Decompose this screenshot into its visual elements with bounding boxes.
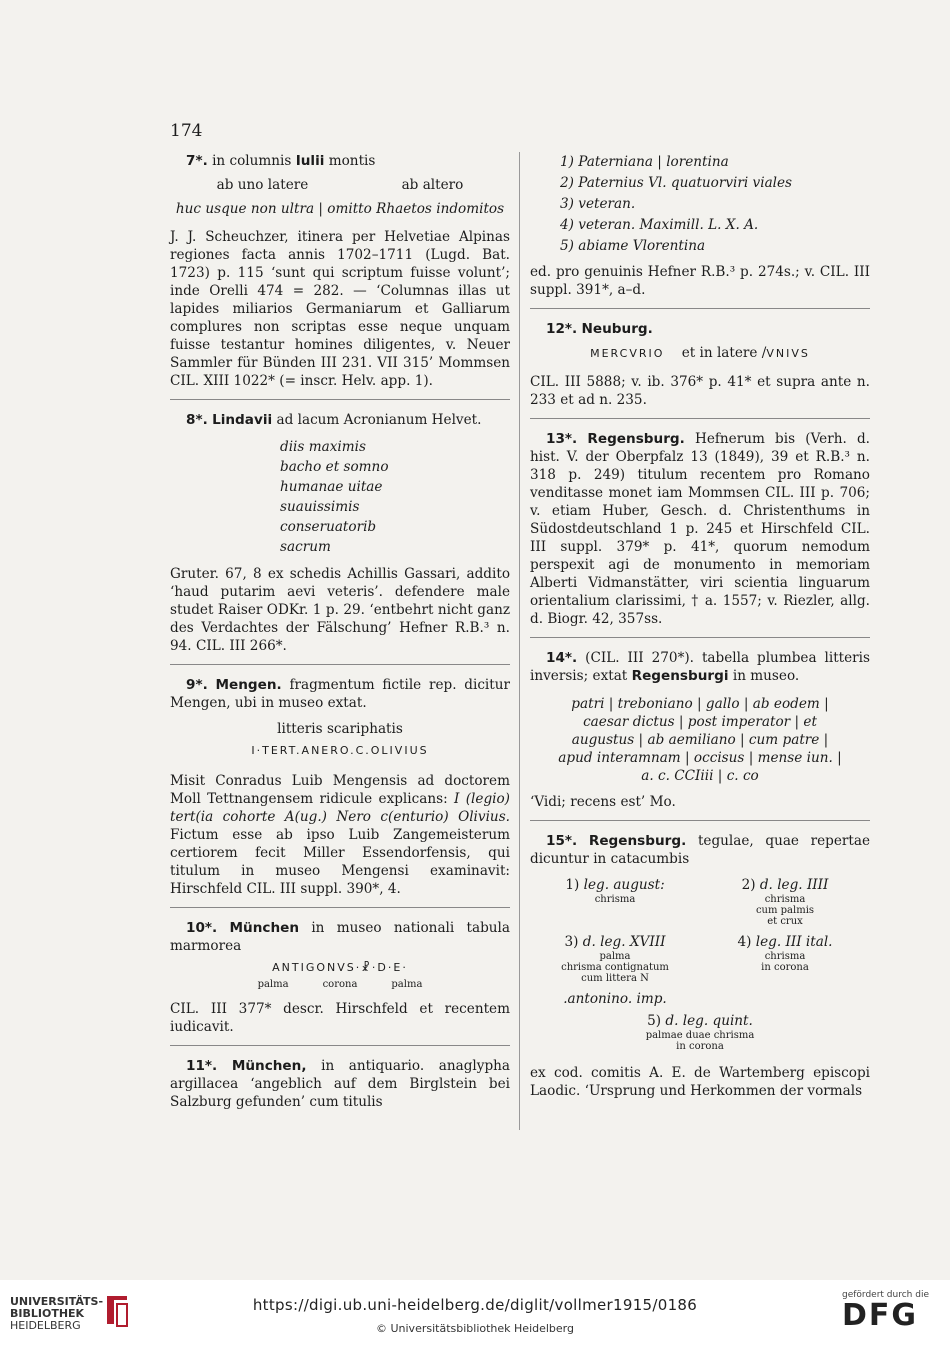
- tegula-item: 1) leg. august: chrisma: [565, 877, 665, 905]
- divider: [530, 308, 870, 309]
- entry-13: 13*. Regensburg. Hefnerum bis (Verh. d. hist. V. der Oberpfalz 13 (1849), 39 et R.B.³ n. 318 p. 249) titulum recentem pro Romano venditasse monet iam Mommsen CIL. III p. 706; v. etiam Huber, Gesch. d. Christenthums in Südostdeutschland 1 p. 245 et Hirschfeld CIL. III suppl. 379* p. 41*, quorum nemodum perspexit agi de monumento in memoriam Alberti Vidmanstätter, viri scientia linguarum orientalium clarissimi, † a. 1557; v. Riezler, allg. d. Biogr. 42, 357ss.: [530, 431, 870, 627]
- inscription: ANTIGONVS·☧·D·E·: [272, 961, 408, 974]
- dfg-logo[interactable]: gefördert durch die DFG: [842, 1290, 929, 1333]
- entry-14: 14*. (CIL. III 270*). tabella plumbea litteris inversis; extat Regensburgi in museo. patri | treboniano | gallo | ab eodem | caesar dictus | post imperator | et augustus | ab aemiliano | cum patre | apud interamnam | occisus | mense iun. | a. c. CCIiii | c. co ‘Vidi; recens est’ Mo.: [530, 650, 871, 810]
- entry-number: 7*.: [186, 153, 208, 169]
- tegula-item: 4) leg. III ital. chrisma in corona: [737, 934, 833, 973]
- inscription: MERCVRIO et in latere /VNIVS: [590, 345, 810, 361]
- commentary: ‘Vidi; recens est’ Mo.: [530, 794, 676, 810]
- commentary: ed. pro genuinis Hefner R.B.³ p. 274s.; v. CIL. III suppl. 391*, a–d.: [530, 264, 870, 298]
- divider: [170, 399, 510, 400]
- column-divider: [519, 152, 520, 1130]
- copyright: © Universitätsbibliothek Heidelberg: [375, 1322, 574, 1335]
- viewer-footer: [0, 1280, 950, 1347]
- commentary: J. J. Scheuchzer, itinera per Helvetiae Alpinas regiones facta annis 1702–1711 (Lugd. Bat. 1723) p. 115 ‘sunt qui scriptum fuisse volunt’; inde Orelli 474 = 282. — ‘Columnas illas ut lapides miliarios Germaniarum et Galliarum complures non scriptas esse neque unquam fuisse testantur homines diligentes, v. Neuer Sammler für Bünden III 231. VII 315’ Mommsen CIL. XIII 1022* (= inscr. Helv. app. 1).: [170, 229, 510, 389]
- divider: [170, 907, 510, 908]
- entry-11: 11*. München, in antiquario. anaglypha argillacea ‘angeblich auf dem Birglstein bei Salzburg gefunden’ cum titulis: [170, 1058, 511, 1110]
- entry-10: 10*. München in museo nationali tabula marmorea ANTIGONVS·☧·D·E· palma corona palma CIL. III 377* descr. Hirschfeld et recentem iudicavit.: [170, 920, 511, 1035]
- divider: [170, 1045, 510, 1046]
- commentary: CIL. III 377* descr. Hirschfeld et recentem iudicavit.: [170, 1001, 510, 1035]
- commentary: Gruter. 67, 8 ex schedis Achillis Gassari, addito ‘haud putarim aevi veteris’. defendere male studet Raiser ODKr. 1 p. 29. ‘entbehrt nicht ganz des Verdachtes der Fälschung’ Hefner R.B.³ n. 94. CIL. III 266*.: [170, 566, 510, 654]
- entry-8: 8*. Lindavii ad lacum Acronianum Helvet. diis maximis bacho et somno humanae uitae suauissimis conseruatorib sacrum Gruter. 67, 8 ex schedis Achillis Gassari, addito ‘haud putarim aevi veteris’. defendere male studet Raiser ODKr. 1 p. 29. ‘entbehrt nicht ganz des Verdachtes der Fälschung’ Hefner R.B.³ n. 94. CIL. III 266*.: [170, 412, 510, 654]
- inscription: diis maximis bacho et somno humanae uitae suauissimis conseruatorib sacrum: [280, 439, 389, 555]
- tegula-item: 5) d. leg. quint. palmae duae chrisma in corona: [645, 1013, 755, 1052]
- inscription: I·TERT.ANERO.C.OLIVIUS: [251, 744, 429, 757]
- tegula-grid: [530, 876, 870, 1008]
- left-column: [170, 152, 510, 1111]
- permalink[interactable]: https://digi.ub.uni-heidelberg.de/diglit/vollmer1915/0186: [252, 1296, 698, 1314]
- page-number: 174: [170, 121, 203, 141]
- commentary: ex cod. comitis A. E. de Wartemberg episcopi Laodic. ‘Ursprung und Herkommen der vormals: [530, 1065, 870, 1099]
- inscription: huc usque non ultra | omitto Rhaetos indomitos: [175, 201, 505, 217]
- right-column: [530, 152, 870, 1100]
- entry-12: 12*. Neuburg. MERCVRIO et in latere /VNIVS CIL. III 5888; v. ib. 376* p. 41* et supra ante n. 233 et ad n. 235.: [530, 321, 870, 408]
- tegula-item: 2) d. leg. IIII chrisma cum palmis et crux: [741, 877, 829, 927]
- titulus-list: 1) Paterniana | lorentina 2) Paternius Vl. quatuorviri viales 3) veteran. 4) veteran. Maximill. L. X. A. 5) abiame Vlorentina: [560, 154, 793, 254]
- library-logo[interactable]: UNIVERSITÄTS- BIBLIOTHEK HEIDELBERG: [10, 1295, 104, 1332]
- divider: [530, 418, 870, 419]
- commentary: CIL. III 5888; v. ib. 376* p. 41* et supra ante n. 233 et ad n. 235.: [530, 374, 870, 408]
- tegula-item: 3) d. leg. XVIII palma chrisma contignatum cum littera N .antonino. imp.: [561, 934, 669, 1007]
- divider: [530, 820, 870, 821]
- commentary: Misit Conradus Luib Mengensis ad doctorem Moll Tettnangensem ridicule explicans: I (legio) tert(ia cohorte A(ug.) Nero c(enturio) Olivius. Fictum esse ab ipso Luib Zangemeisterum certiorem fecit Miller Essendorfensis, qui titulum in museo Mengensi examinavit: Hirschfeld CIL. III suppl. 390*, 4.: [170, 773, 510, 897]
- inscription: patri | treboniano | gallo | ab eodem | caesar dictus | post imperator | et augustus | ab aemiliano | cum patre | apud interamnam | occisus | mense iun. | a. c. CCIiii | c. co: [558, 696, 842, 784]
- entry-15: 15*. Regensburg. tegulae, quae repertae dicuntur in catacumbis 1) leg. august: chrisma 2) d. leg. IIII chrisma cum palmis et crux 3) d. leg. XVIII palma chrisma contignatum cum littera N .antonino. imp. 4) leg. III ital. chrisma in corona 5) d. leg. quint. palmae duae chrisma in corona ex cod. comitis A. E. de Wartemberg episcopi Laodic. ‘Ursprung und Herkommen der vormals: [530, 833, 871, 1099]
- inscription-sides: ab uno latere ab altero: [216, 177, 464, 193]
- divider: [170, 664, 510, 665]
- entry-9: 9*. Mengen. fragmentum fictile rep. dicitur Mengen, ubi in museo extat. litteris scariphatis I·TERT.ANERO.C.OLIVIUS Misit Conradus Luib Mengensis ad doctorem Moll Tettnangensem ridicule explicans: I (legio) tert(ia cohorte A(ug.) Nero c(enturio) Olivius. Fictum esse ab ipso Luib Zangemeisterum certiorem fecit Miller Essendorfensis, qui titulum in museo Mengensi examinavit: Hirschfeld CIL. III suppl. 390*, 4.: [170, 677, 510, 897]
- divider: [530, 637, 870, 638]
- entry-7: 7*. in columnis Iulii montis ab uno latere ab altero huc usque non ultra | omitto Rhaetos indomitos J. J. Scheuchzer, itinera per Helvetiae Alpinas regiones facta annis 1702–1711 (Lugd. Bat. 1723) p. 115 ‘sunt qui scriptum fuisse volunt’; inde Orelli 474 = 282. — ‘Columnas illas ut lapides miliarios Germaniarum et Galliarum complures non scriptas esse neque unquam fuisse testantur homines diligentes, v. Neuer Sammler für Bünden III 231. VII 315’ Mommsen CIL. XIII 1022* (= inscr. Helv. app. 1).: [170, 153, 510, 389]
